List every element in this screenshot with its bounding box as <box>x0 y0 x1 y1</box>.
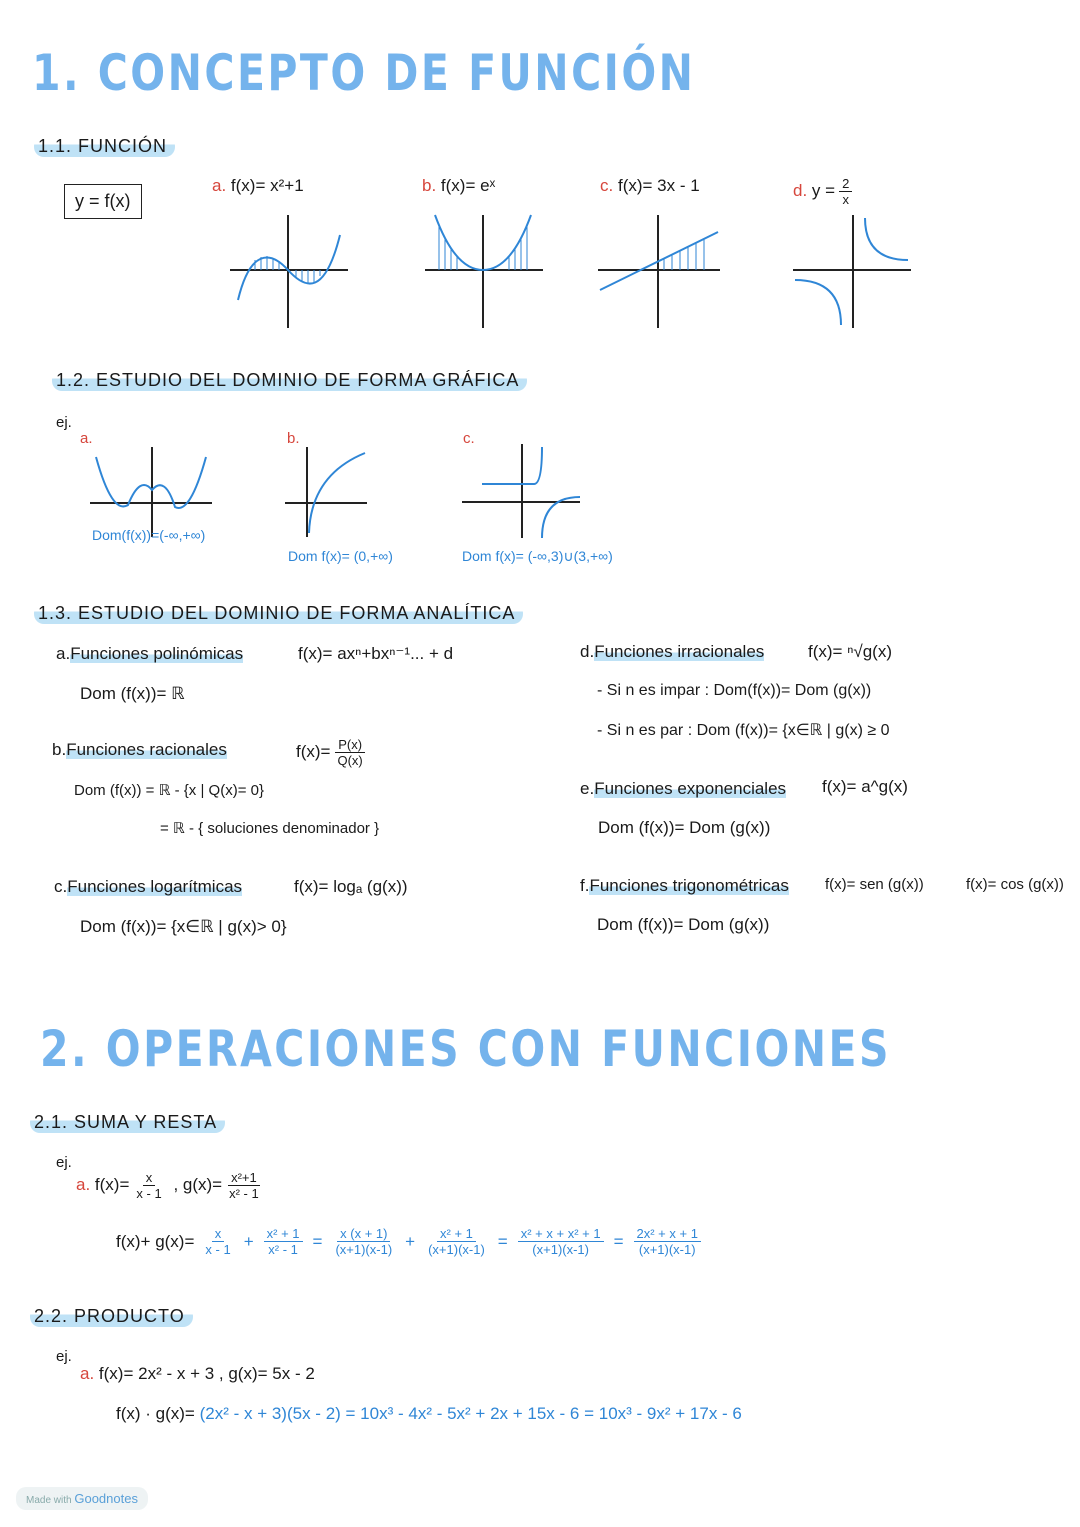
operator: + <box>405 1231 416 1251</box>
fraction <box>332 1226 395 1257</box>
subsection-heading-2-1: 2.1. SUMA Y RESTA <box>30 1112 225 1133</box>
trigonometric-formula-sen: f(x)= sen (g(x)) <box>825 876 924 893</box>
numerator: x² + 1 <box>437 1226 476 1242</box>
graph-hyperbola <box>793 210 913 330</box>
denominator: (x+1)(x-1) <box>428 1242 485 1257</box>
trigonometric-heading: f.Funciones trigonométricas <box>580 876 789 895</box>
example-label-2-2: ej. <box>56 1348 72 1365</box>
fraction <box>202 1226 233 1257</box>
example-b-formula: b. f(x)= eˣ <box>422 176 496 195</box>
numerator: x (x + 1) <box>337 1226 390 1242</box>
sum-steps <box>198 1226 705 1257</box>
irrational-formula: f(x)= ⁿ√g(x) <box>808 642 893 661</box>
logarithmic-domain: Dom (f(x))= {x∈ℝ | g(x)> 0} <box>80 917 287 936</box>
sum-calculation: f(x)+ g(x)= $\frac{x}{x - 1}$ + $\frac{\text{x² + 1}}{\text{x² - 1}}$ = $\frac{x (x + 1)}{(x+1)(x-1)}$ + $\frac{\text{x² + 1}}{(x+1)(x-1)}$ = $\frac{\text{x² + x + x² + 1}}{(x+1)(x-1)}$ = $\frac{\text{2x² + x + 1}}{(x+1)(x-1)}$ <box>116 1226 705 1257</box>
domain-c-text: Dom f(x)= (-∞,3)∪(3,+∞) <box>462 548 613 564</box>
denominator: (x+1)(x-1) <box>638 1242 696 1257</box>
graph-c-letter: c. <box>463 430 475 447</box>
numerator: 2x² + x + 1 <box>634 1226 701 1242</box>
graph-linear <box>598 210 723 330</box>
numerator: x² + 1 <box>264 1226 303 1242</box>
polynomial-formula: f(x)= axⁿ+bxⁿ⁻¹... + d <box>298 644 454 663</box>
fraction <box>518 1226 604 1257</box>
polynomial-domain: Dom (f(x))= ℝ <box>80 684 185 703</box>
logarithmic-formula: f(x)= logₐ (g(x)) <box>294 877 408 896</box>
exponential-heading: e.Funciones exponenciales <box>580 779 787 798</box>
fraction <box>425 1226 488 1257</box>
graph-b-letter: b. <box>287 430 300 447</box>
operator: + <box>243 1231 254 1251</box>
fraction <box>634 1226 701 1257</box>
rational-formula: f(x)= $\frac{P(x)}{Q(x)}$ <box>296 737 370 768</box>
example-a-formula: a. f(x)= x²+1 <box>212 176 304 195</box>
denominator: x - 1 <box>205 1242 231 1257</box>
irrational-odd-rule: - Si n es impar : Dom(f(x))= Dom (g(x)) <box>597 682 872 699</box>
graph-exponential-parabola <box>425 210 545 330</box>
exponential-domain: Dom (f(x))= Dom (g(x)) <box>598 818 771 837</box>
section-title-1: 1. CONCEPTO DE FUNCIÓN <box>32 44 696 102</box>
numerator: x <box>212 1226 225 1242</box>
section-title-2: 2. OPERACIONES CON FUNCIONES <box>40 1020 891 1078</box>
operator: = <box>613 1231 624 1251</box>
rational-heading: b.Funciones racionales <box>52 740 227 759</box>
subsection-heading-1-3: 1.3. ESTUDIO DEL DOMINIO DE FORMA ANALÍTICA <box>34 603 523 624</box>
operator: = <box>497 1231 508 1251</box>
graph-domain-a <box>90 445 215 540</box>
goodnotes-watermark: Made with Goodnotes <box>16 1487 148 1510</box>
trigonometric-formula-cos: f(x)= cos (g(x)) <box>966 876 1064 893</box>
example-c-formula: c. f(x)= 3x - 1 <box>600 176 700 195</box>
irrational-even-rule: - Si n es par : Dom (f(x))= {x∈ℝ | g(x) ≥ 0 <box>597 722 890 739</box>
operator: = <box>312 1231 323 1251</box>
graph-a-letter: a. <box>80 430 93 447</box>
denominator: x² - 1 <box>268 1242 298 1257</box>
subsection-heading-2-2: 2.2. PRODUCTO <box>30 1306 193 1327</box>
trigonometric-domain: Dom (f(x))= Dom (g(x)) <box>597 915 770 934</box>
graph-cubic <box>230 210 350 330</box>
domain-a-text: Dom(f(x))=(-∞,+∞) <box>92 527 206 543</box>
denominator: (x+1)(x-1) <box>532 1242 589 1257</box>
sum-example-given: a. f(x)= $\frac{x}{x - 1}$ , g(x)= $\frac{\text{x²+1}}{\text{x² - 1}}$ <box>76 1170 259 1201</box>
rational-domain-2: = ℝ - { soluciones denominador } <box>160 820 380 837</box>
product-calculation: f(x) · g(x)= (2x² - x + 3)(5x - 2) = 10x³ - 4x² - 5x² + 2x + 15x - 6 = 10x³ - 9x² + 17x - 6 <box>116 1404 742 1423</box>
subsection-heading-1-1: 1.1. FUNCIÓN <box>34 136 175 157</box>
subsection-heading-1-2: 1.2. ESTUDIO DEL DOMINIO DE FORMA GRÁFICA <box>52 370 527 391</box>
domain-b-text: Dom f(x)= (0,+∞) <box>288 548 393 564</box>
example-label: ej. <box>56 414 72 431</box>
fraction <box>264 1226 303 1257</box>
graph-domain-b <box>285 445 370 540</box>
numerator: x² + x + x² + 1 <box>518 1226 604 1242</box>
exponential-formula: f(x)= a^g(x) <box>822 777 908 796</box>
example-label-2-1: ej. <box>56 1154 72 1171</box>
irrational-heading: d.Funciones irracionales <box>580 642 765 661</box>
rational-domain: Dom (f(x)) = ℝ - {x | Q(x)= 0} <box>74 782 264 799</box>
product-example-given: a. f(x)= 2x² - x + 3 , g(x)= 5x - 2 <box>80 1364 315 1383</box>
example-d-formula: d. y = $\frac{2}{x}$ <box>793 176 856 207</box>
graph-domain-c <box>462 442 584 540</box>
polynomial-heading: a.Funciones polinómicas <box>56 644 244 663</box>
function-definition-box: y = f(x) <box>64 184 142 219</box>
logarithmic-heading: c.Funciones logarítmicas <box>54 877 243 896</box>
denominator: (x+1)(x-1) <box>335 1242 393 1257</box>
